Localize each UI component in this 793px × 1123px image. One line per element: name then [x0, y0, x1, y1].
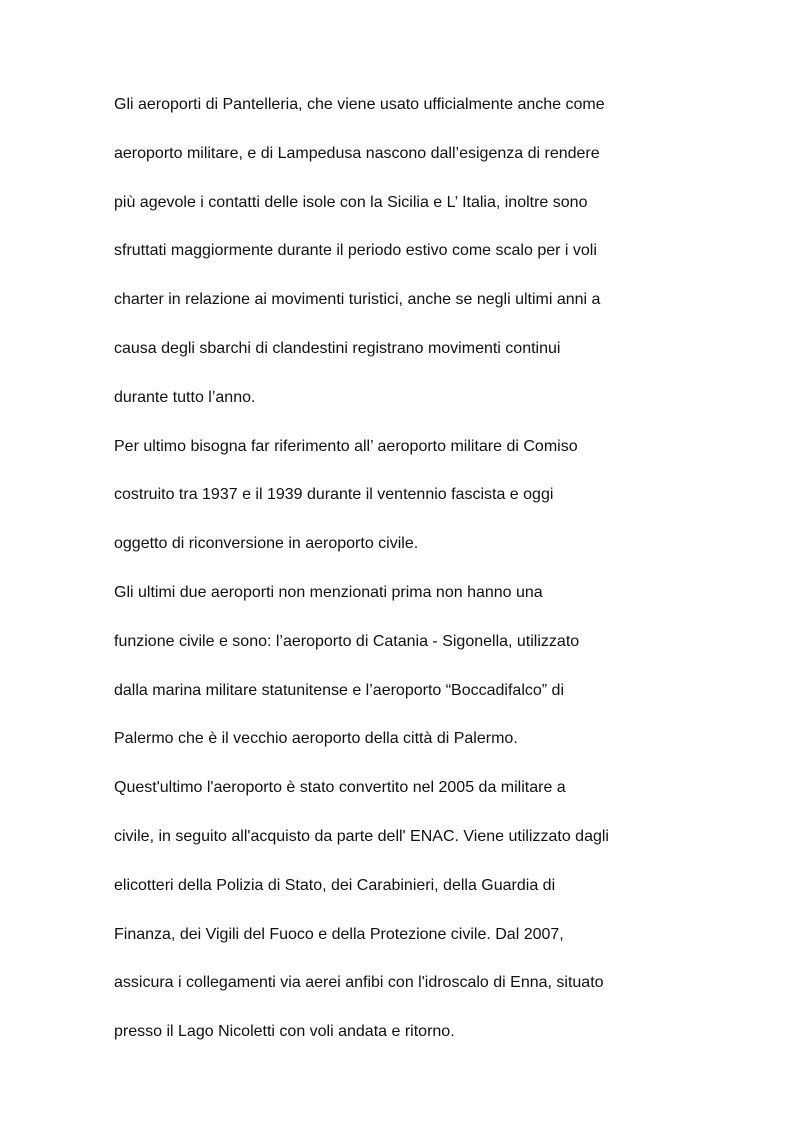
text-line: dalla marina militare statunitense e l’aeroporto “Boccadifalco” di	[114, 681, 564, 699]
text-line: Finanza, dei Vigili del Fuoco e della Protezione civile. Dal 2007,	[114, 925, 564, 943]
text-line: Gli aeroporti di Pantelleria, che viene usato ufficialmente anche come	[114, 96, 605, 113]
text-line: funzione civile e sono: l’aeroporto di Catania - Sigonella, utilizzato	[114, 632, 580, 650]
text-line: Palermo che è il vecchio aeroporto della città di Palermo.	[114, 730, 518, 748]
text-line: aeroporto militare, e di Lampedusa nascono dall’esigenza di rendere	[114, 144, 600, 162]
text-line: più agevole i contatti delle isole con la Sicilia e L’ Italia, inoltre sono	[114, 193, 588, 211]
text-line: presso il Lago Nicoletti con voli andata e ritorno.	[114, 1023, 455, 1041]
text-line: oggetto di riconversione in aeroporto civile.	[114, 535, 419, 553]
text-line: sfruttati maggiormente durante il periodo estivo come scalo per i voli	[114, 242, 597, 260]
text-line: elicotteri della Polizia di Stato, dei Carabinieri, della Guardia di	[114, 876, 556, 894]
text-line: assicura i collegamenti via aerei anfibi con l'idroscalo di Enna, situato	[114, 974, 604, 992]
text-line: Per ultimo bisogna far riferimento all’ aeroporto militare di Comiso	[114, 437, 578, 455]
text-line: durante tutto l’anno.	[114, 388, 256, 406]
text-line: costruito tra 1937 e il 1939 durante il ventennio fascista e oggi	[114, 486, 554, 504]
text-line: civile, in seguito all'acquisto da parte dell' ENAC. Viene utilizzato dagli	[114, 827, 609, 845]
body-text	[114, 89, 704, 1065]
text-line: Quest'ultimo l'aeroporto è stato convertito nel 2005 da militare a	[114, 779, 566, 797]
text-line: Gli ultimi due aeroporti non menzionati prima non hanno una	[114, 583, 543, 601]
text-line: causa degli sbarchi di clandestini registrano movimenti continui	[114, 339, 561, 357]
text-line: charter in relazione ai movimenti turistici, anche se negli ultimi anni a	[114, 291, 601, 309]
